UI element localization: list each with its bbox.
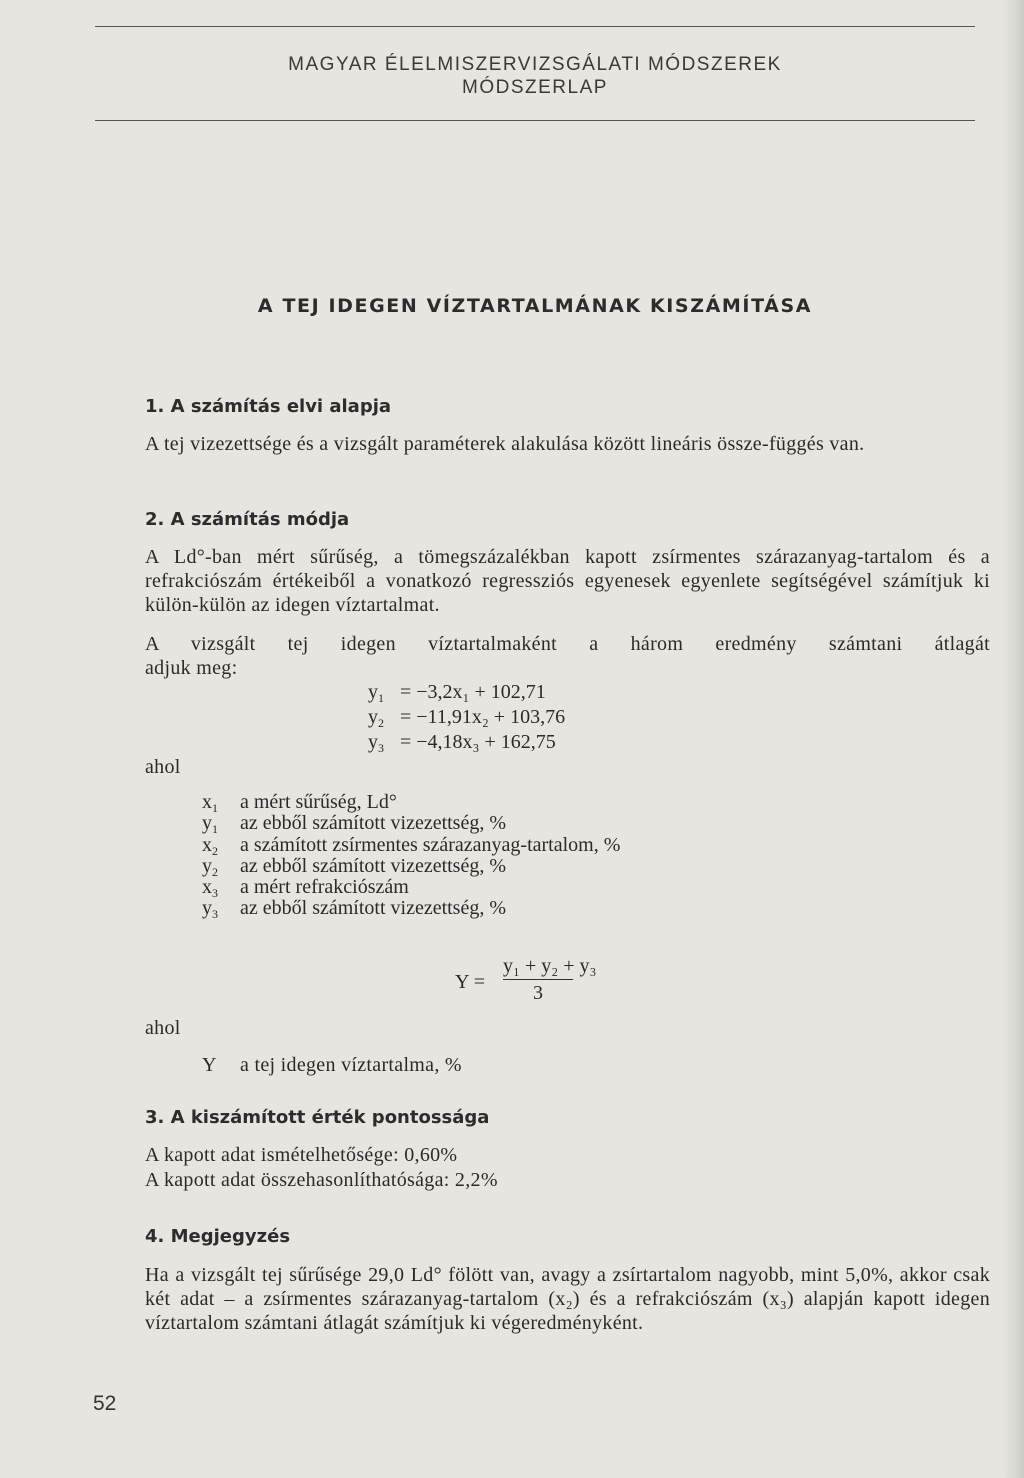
section-4-text: Ha a vizsgált tej sűrűsége 29,0 Ld° fölött van, avagy a zsírtartalom nagyobb, mint 5,0%, akkor csak két adat – a zsírmentes szárazanyag-tartalom (x₂) és a refrakciószám (x₃) alapján kapott idegen víztartalom számtani átlagát számítjuk ki végeredményként.: [145, 1264, 990, 1334]
definition-x2: $x_2$ a számított zsírmentes szárazanyag-tartalom, %: [202, 833, 621, 858]
definition-y3: $y_3$ az ebből számított vizezettség, %: [202, 897, 507, 922]
definition-y2: $y_2$ az ebből számított vizezettség, %: [202, 854, 507, 879]
formula-lhs: Y =: [455, 971, 485, 993]
formula-fraction: [503, 955, 597, 1005]
definition-Y: [202, 1053, 462, 1077]
header-line-1: MAGYAR ÉLELMISZERVIZSGÁLATI MÓDSZEREK: [288, 54, 782, 75]
formula-denominator: 3: [533, 982, 543, 1004]
header-line-2: MÓDSZERLAP: [462, 77, 608, 98]
section-1-text: A tej vizezettsége és a vizsgált paraméterek alakulása között lineáris össze-függés van.: [145, 433, 865, 455]
header-bottom-rule: [95, 120, 975, 121]
section-1-heading: 1. A számítás elvi alapja: [145, 396, 392, 417]
page-title: A TEJ IDEGEN VÍZTARTALMÁNAK KISZÁMÍTÁSA: [257, 295, 813, 317]
section-2-heading: 2. A számítás módja: [145, 509, 350, 530]
equation-y1-rhs: = −3,2x₁ + 102,71: [400, 681, 546, 703]
header-top-rule: [95, 26, 975, 27]
definition-x3: $x_3$ a mért refrakciószám: [202, 876, 409, 901]
equation-y2: $y_2 = -11,91x_2 + 103,76$: [368, 706, 566, 730]
section-3-line-2: A kapott adat összehasonlíthatósága: 2,2%: [145, 1169, 498, 1191]
page-number: 52: [93, 1392, 117, 1415]
equation-y3: $y_3 = -4,18x_3 + 162,75$: [368, 731, 556, 755]
section-2-paragraph-2-line-1: A vizsgált tej idegen víztartalmaként a három eredmény számtani átlagát: [145, 633, 990, 655]
definition-Y-text: a tej idegen víztartalma, %: [240, 1054, 462, 1076]
formula-numerator: y₁ + y₂ + y₃: [503, 955, 573, 980]
page-edge-shadow: [1002, 0, 1024, 1478]
ahol-label-2: ahol: [145, 1017, 181, 1039]
section-2-paragraph-2-line-2: adjuk meg:: [145, 657, 238, 679]
definition-x1: $x_1$ a mért sűrűség, Ld°: [202, 791, 397, 815]
section-4-heading: 4. Megjegyzés: [145, 1226, 291, 1247]
equation-y1: $y_1 = -3,2x_1 + 102,71$: [368, 681, 546, 705]
variable-definitions: [202, 792, 620, 920]
equation-y3-rhs: = −4,18x₃ + 162,75: [400, 731, 556, 753]
ahol-label-1: ahol: [145, 756, 181, 778]
equation-y2-rhs: = −11,91x₂ + 103,76: [400, 706, 566, 728]
definition-Y-symbol: Y: [202, 1054, 217, 1076]
section-3-heading: 3. A kiszámított érték pontossága: [145, 1107, 490, 1128]
section-2-paragraph-1: A Ld°-ban mért sűrűség, a tömegszázalékban kapott zsírmentes szárazanyag-tartalom és a refrakciószám értékeiből a vonatkozó regressziós egyenesek egyenlete segítségével számítjuk ki külön-külön az idegen víztartalmat.: [145, 546, 990, 616]
definition-y1: $y_1$ az ebből számított vizezettség, %: [202, 812, 507, 837]
section-3-line-1: A kapott adat ismételhetősége: 0,60%: [145, 1144, 458, 1166]
